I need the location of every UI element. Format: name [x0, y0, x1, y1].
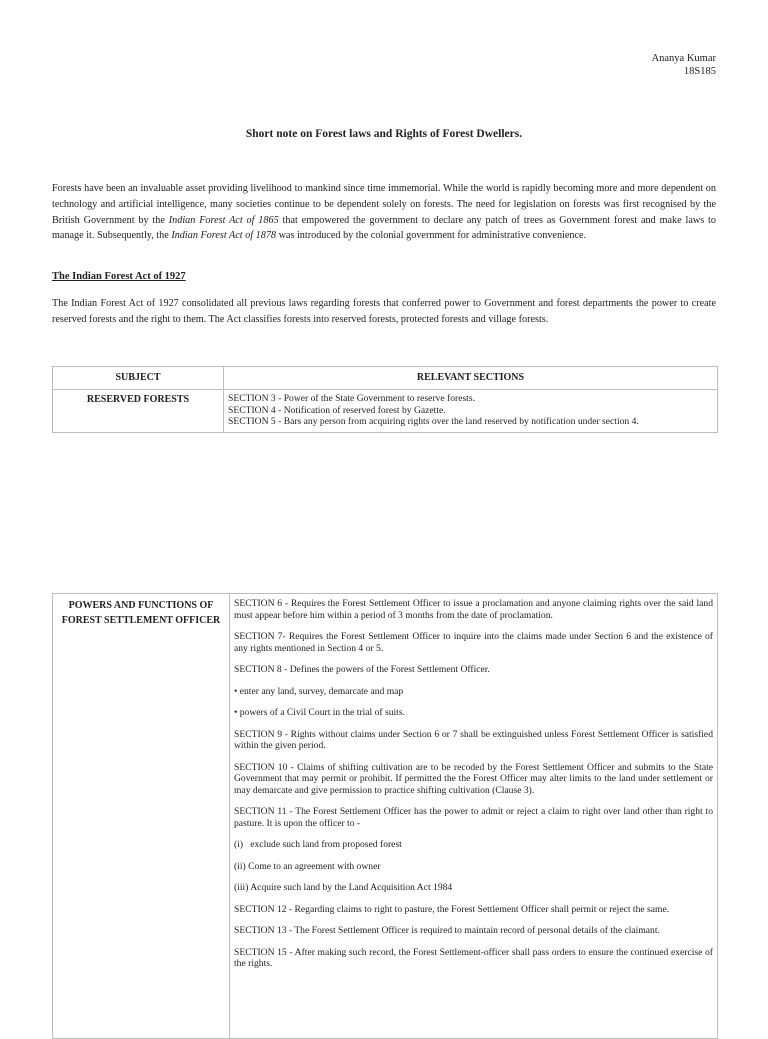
section-paragraph: SECTION 12 - Regarding claims to right to pasture, the Forest Settlement Officer shall permit or reject the same.: [234, 903, 670, 915]
section-paragraph: SECTION 6 - Requires the Forest Settlement Officer to issue a proclamation and anyone claiming rights over the said land must appear before him within a period of 3 months from the date of proclamation.: [234, 598, 713, 621]
list-item: (iii) Acquire such land by the Land Acquisition Act 1984: [234, 882, 453, 893]
section-heading: The Indian Forest Act of 1927: [52, 271, 186, 282]
act-1878: Indian Forest Act of 1878: [171, 230, 277, 242]
section-line: SECTION 3 - Power of the State Government to reserve forests.: [228, 393, 475, 404]
section-paragraph: SECTION 11 - The Forest Settlement Officer has the power to admit or reject a claim to right over land other than right to pasture. It is upon the officer to -: [234, 806, 713, 829]
table-row: [53, 594, 718, 1039]
list-item: (i) exclude such land from proposed forest: [234, 839, 402, 850]
sections-cell: [224, 390, 718, 433]
intro-text-3: was introduced by the colonial government for administrative convenience.: [276, 230, 587, 242]
section-paragraph: SECTION 10 - Claims of shifting cultivation are to be recoded by the Forest Settlement Officer and submits to the State Government that may permit or prohibit. If permitted the the Forest Officer may alter limits to the land under settlement or may demarcate and give permission to practice shifting cultivation (Clause 3).: [234, 761, 713, 796]
act-paragraph: The Indian Forest Act of 1927 consolidated all previous laws regarding forests that conferred power to Government and forest departments the power to create reserved forests and the right to them. The Act classifies forests into reserved forests, protected forests and village forests.: [52, 298, 716, 325]
intro-text-2: that empowered the government to declare any patch of trees as Government forest and make laws to manage it. Subsequently, the: [52, 214, 716, 242]
sections-cell: [230, 594, 718, 1039]
header-subject: SUBJECT: [53, 367, 224, 390]
reserved-forests-table: [52, 366, 718, 433]
author-name: Ananya Kumar: [651, 53, 716, 64]
bullet-item: • powers of a Civil Court in the trial of suits.: [234, 707, 405, 718]
section-line: SECTION 5 - Bars any person from acquiring rights over the land reserved by notification under section 4.: [228, 416, 639, 427]
subject-cell: POWERS AND FUNCTIONS OF FOREST SETTLEMENT OFFICER: [53, 594, 230, 1039]
section-paragraph: SECTION 15 - After making such record, the Forest Settlement-officer shall pass orders to ensure the continued exercise of the rights.: [234, 946, 713, 969]
section-paragraph: SECTION 13 - The Forest Settlement Officer is required to maintain record of personal details of the claimant.: [234, 925, 660, 936]
header-relevant-sections: RELEVANT SECTIONS: [224, 367, 718, 390]
section-paragraph: SECTION 9 - Rights without claims under Section 6 or 7 shall be extinguished unless Forest Settlement Officer is satisfied within the given period.: [234, 728, 713, 751]
author-id: 18S185: [683, 66, 716, 77]
section-paragraph: SECTION 7- Requires the Forest Settlement Officer to inquire into the claims made under Section 6 and the existence of any rights mentioned in Section 4 or 5.: [234, 631, 713, 654]
document-title: Short note on Forest laws and Rights of Forest Dwellers.: [245, 128, 523, 140]
settlement-officer-table: [52, 593, 718, 1039]
section-line: SECTION 4 - Notification of reserved forest by Gazette.: [228, 404, 446, 416]
bullet-item: • enter any land, survey, demarcate and map: [234, 685, 404, 697]
subject-cell: RESERVED FORESTS: [53, 390, 224, 433]
table-row: [53, 390, 718, 433]
section-paragraph: SECTION 8 - Defines the powers of the Forest Settlement Officer.: [234, 664, 490, 675]
intro-text-1: Forests have been an invaluable asset providing livelihood to mankind since time immemorial. While the world is rapidly becoming more and more dependent on technology and artificial intelligence, many societies continue to be dependent solely on forests. The need for legislation on forests was first recognised by the British Government by the: [52, 183, 716, 226]
intro-paragraph: [52, 181, 716, 244]
list-item: (ii) Come to an agreement with owner: [234, 860, 381, 872]
table-header-row: [53, 367, 718, 390]
author-block: [652, 52, 716, 78]
act-1865: Indian Forest Act of 1865: [168, 214, 279, 226]
